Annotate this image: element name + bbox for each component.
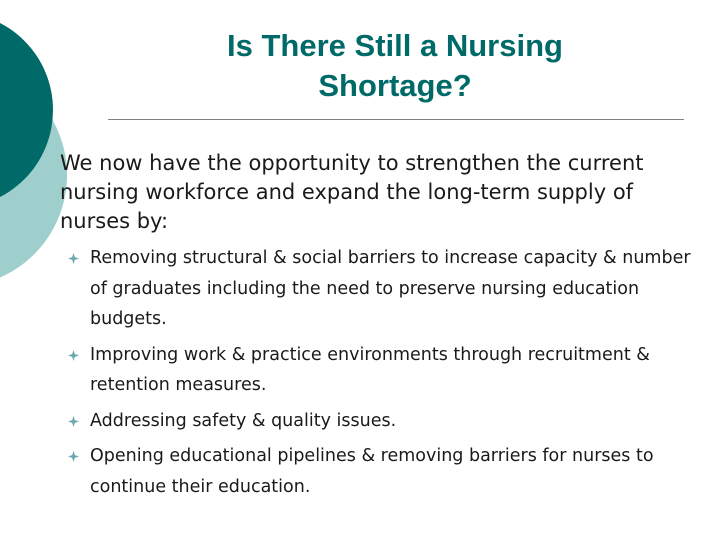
bullet-list	[68, 243, 708, 507]
four-point-star-icon	[68, 416, 79, 427]
title-line-2: Shortage?	[318, 68, 472, 103]
bullet-item	[68, 441, 708, 502]
four-point-star-icon	[68, 253, 79, 264]
bullet-text: Opening educational pipelines & removing barriers for nurses to continue their education.	[90, 446, 654, 497]
intro-paragraph: We now have the opportunity to strengthen the current nursing workforce and expand the long-term supply of nurses by:	[60, 151, 644, 233]
four-point-star-icon	[68, 451, 79, 462]
title-line-1: Is There Still a Nursing	[227, 28, 563, 63]
bullet-item	[68, 340, 708, 401]
title-divider	[108, 119, 684, 120]
bullet-text: Removing structural & social barriers to increase capacity & number of graduates including the need to preserve nursing education budgets.	[90, 248, 691, 329]
bullet-item	[68, 243, 708, 335]
four-point-star-icon	[68, 350, 79, 361]
bullet-text: Improving work & practice environments through recruitment & retention measures.	[90, 344, 650, 395]
bullet-text: Addressing safety & quality issues.	[90, 410, 397, 431]
slide-title	[105, 26, 685, 106]
bullet-item	[68, 406, 708, 437]
